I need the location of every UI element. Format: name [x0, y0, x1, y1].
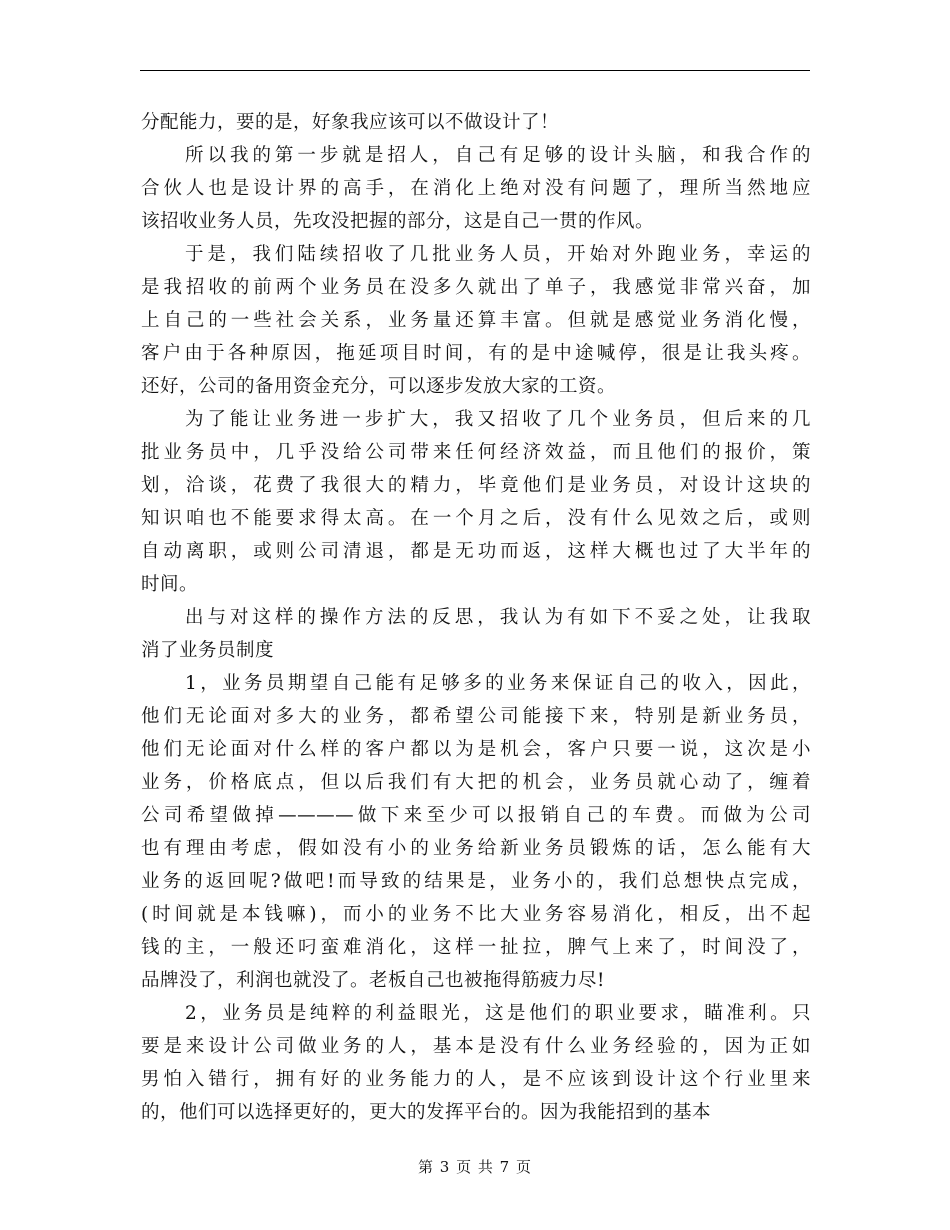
paragraph — [141, 403, 811, 601]
text-line: 该招收业务人员，先攻没把握的部分，这是自己一贯的作风。 — [141, 211, 655, 232]
text-line: 品牌没了，利润也就没了。老板自己也被拖得筋疲力尽! — [141, 970, 605, 991]
text-line: 钱的主，一般还叼蛮难消化，这样一扯拉，脾气上来了，时间没了， — [141, 937, 811, 958]
text-line: 要是来设计公司做业务的人，基本是没有什么业务经验的，因为正如 — [141, 1036, 811, 1057]
page-footer: 第 3 页 共 7 页 — [418, 1158, 532, 1176]
text-line: 为了能让业务进一步扩大，我又招收了几个业务员，但后来的几 — [185, 409, 811, 430]
text-line: 他们无论面对什么样的客户都以为是机会，客户只要一说，这次是小 — [141, 739, 811, 760]
text-line: 消了业务员制度 — [141, 640, 275, 661]
paragraph — [141, 601, 811, 667]
text-line: 还好，公司的备用资金充分，可以逐步发放大家的工资。 — [141, 376, 617, 397]
paragraph — [141, 139, 811, 238]
paragraph — [141, 997, 811, 1129]
text-line: (时间就是本钱嘛)，而小的业务不比大业务容易消化，相反，出不起 — [141, 904, 811, 925]
text-line: 1，业务员期望自己能有足够多的业务来保证自己的收入，因此， — [185, 673, 811, 694]
text-line: 分配能力，要的是，好象我应该可以不做设计了！ — [141, 112, 560, 133]
text-line: 于是，我们陆续招收了几批业务人员，开始对外跑业务，幸运的 — [185, 244, 811, 265]
document-body — [141, 106, 811, 1129]
text-line: 男怕入错行，拥有好的业务能力的人，是不应该到设计这个行业里来 — [141, 1069, 811, 1090]
text-line: 划，洽谈，花费了我很大的精力，毕竟他们是业务员，对设计这块的 — [141, 475, 811, 496]
text-line: 业务的返回呢?做吧!而导致的结果是，业务小的，我们总想快点完成， — [141, 871, 811, 892]
text-line: 公司希望做掉————做下来至少可以报销自己的车费。而做为公司 — [141, 805, 811, 826]
text-line: 2，业务员是纯粹的利益眼光，这是他们的职业要求，瞄准利。只 — [185, 1003, 811, 1024]
text-line: 出与对这样的操作方法的反思，我认为有如下不妥之处，让我取 — [185, 607, 811, 628]
text-line: 所以我的第一步就是招人，自己有足够的设计头脑，和我合作的 — [185, 145, 811, 166]
text-line: 批业务员中，几乎没给公司带来任何经济效益，而且他们的报价，策 — [141, 442, 811, 463]
text-line: 的，他们可以选择更好的，更大的发挥平台的。因为我能招到的基本 — [141, 1102, 712, 1123]
text-line: 自动离职，或则公司清退，都是无功而返，这样大概也过了大半年的 — [141, 541, 811, 562]
paragraph — [141, 238, 811, 403]
text-line: 业务，价格底点，但以后我们有大把的机会，业务员就心动了，缠着 — [141, 772, 811, 793]
text-line: 是我招收的前两个业务员在没多久就出了单子，我感觉非常兴奋，加 — [141, 277, 811, 298]
text-line: 也有理由考虑，假如没有小的业务给新业务员锻炼的话，怎么能有大 — [141, 838, 811, 859]
text-line: 合伙人也是设计界的高手，在消化上绝对没有问题了，理所当然地应 — [141, 178, 811, 199]
text-line: 上自己的一些社会关系，业务量还算丰富。但就是感觉业务消化慢， — [141, 310, 811, 331]
text-line: 他们无论面对多大的业务，都希望公司能接下来，特别是新业务员， — [141, 706, 811, 727]
paragraph — [141, 106, 811, 139]
text-line: 知识咱也不能要求得太高。在一个月之后，没有什么见效之后，或则 — [141, 508, 811, 529]
paragraph — [141, 667, 811, 997]
text-line: 时间。 — [141, 574, 199, 595]
text-line: 客户由于各种原因，拖延项目时间，有的是中途喊停，很是让我头疼。 — [141, 343, 811, 364]
header-rule — [140, 70, 810, 71]
